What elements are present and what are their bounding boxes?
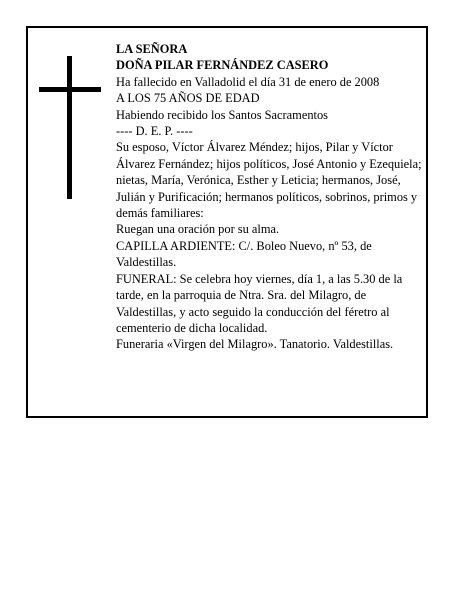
cross-horizontal-bar xyxy=(39,87,101,92)
notice-body xyxy=(116,41,428,353)
notice-title: LA SEÑORA xyxy=(116,42,188,56)
prayer-request: Ruegan una oración por su alma. xyxy=(116,222,280,237)
sacraments-statement: Habiendo recibido los Santos Sacramentos xyxy=(116,107,328,122)
age-statement: A LOS 75 AÑOS DE EDAD xyxy=(116,91,260,106)
funeral-home-line: Funeraria «Virgen del Milagro». Tanatorio. Valdestillas. xyxy=(116,337,394,352)
cross-vertical-bar xyxy=(67,56,72,199)
family-paragraph: Su esposo, Víctor Álvarez Méndez; hijos, Pilar y Víctor Álvarez Fernández; hijos políticos, José Antonio y Ezequiela; nietas, María, Verónica, Esther y Leticia; hermanos, José, Julián y Purificación; hermanos políticos, sobrinos, primos y demás familiares: xyxy=(116,140,422,221)
death-statement: Ha fallecido en Valladolid el día 31 de enero de 2008 xyxy=(116,74,380,89)
funeral-paragraph: FUNERAL: Se celebra hoy viernes, día 1, a las 5.30 de la tarde, en la parroquia de Ntra. Sra. del Milagro, de Valdestillas, y acto seguido la conducción del féretro al cementerio de dicha localidad. xyxy=(116,271,403,335)
chapel-paragraph: CAPILLA ARDIENTE: C/. Boleo Nuevo, nº 53, de Valdestillas. xyxy=(116,238,372,270)
obituary-notice xyxy=(26,26,428,418)
rip-line: ---- D. E. P. ---- xyxy=(116,124,193,139)
deceased-name: DOÑA PILAR FERNÁNDEZ CASERO xyxy=(116,58,329,73)
